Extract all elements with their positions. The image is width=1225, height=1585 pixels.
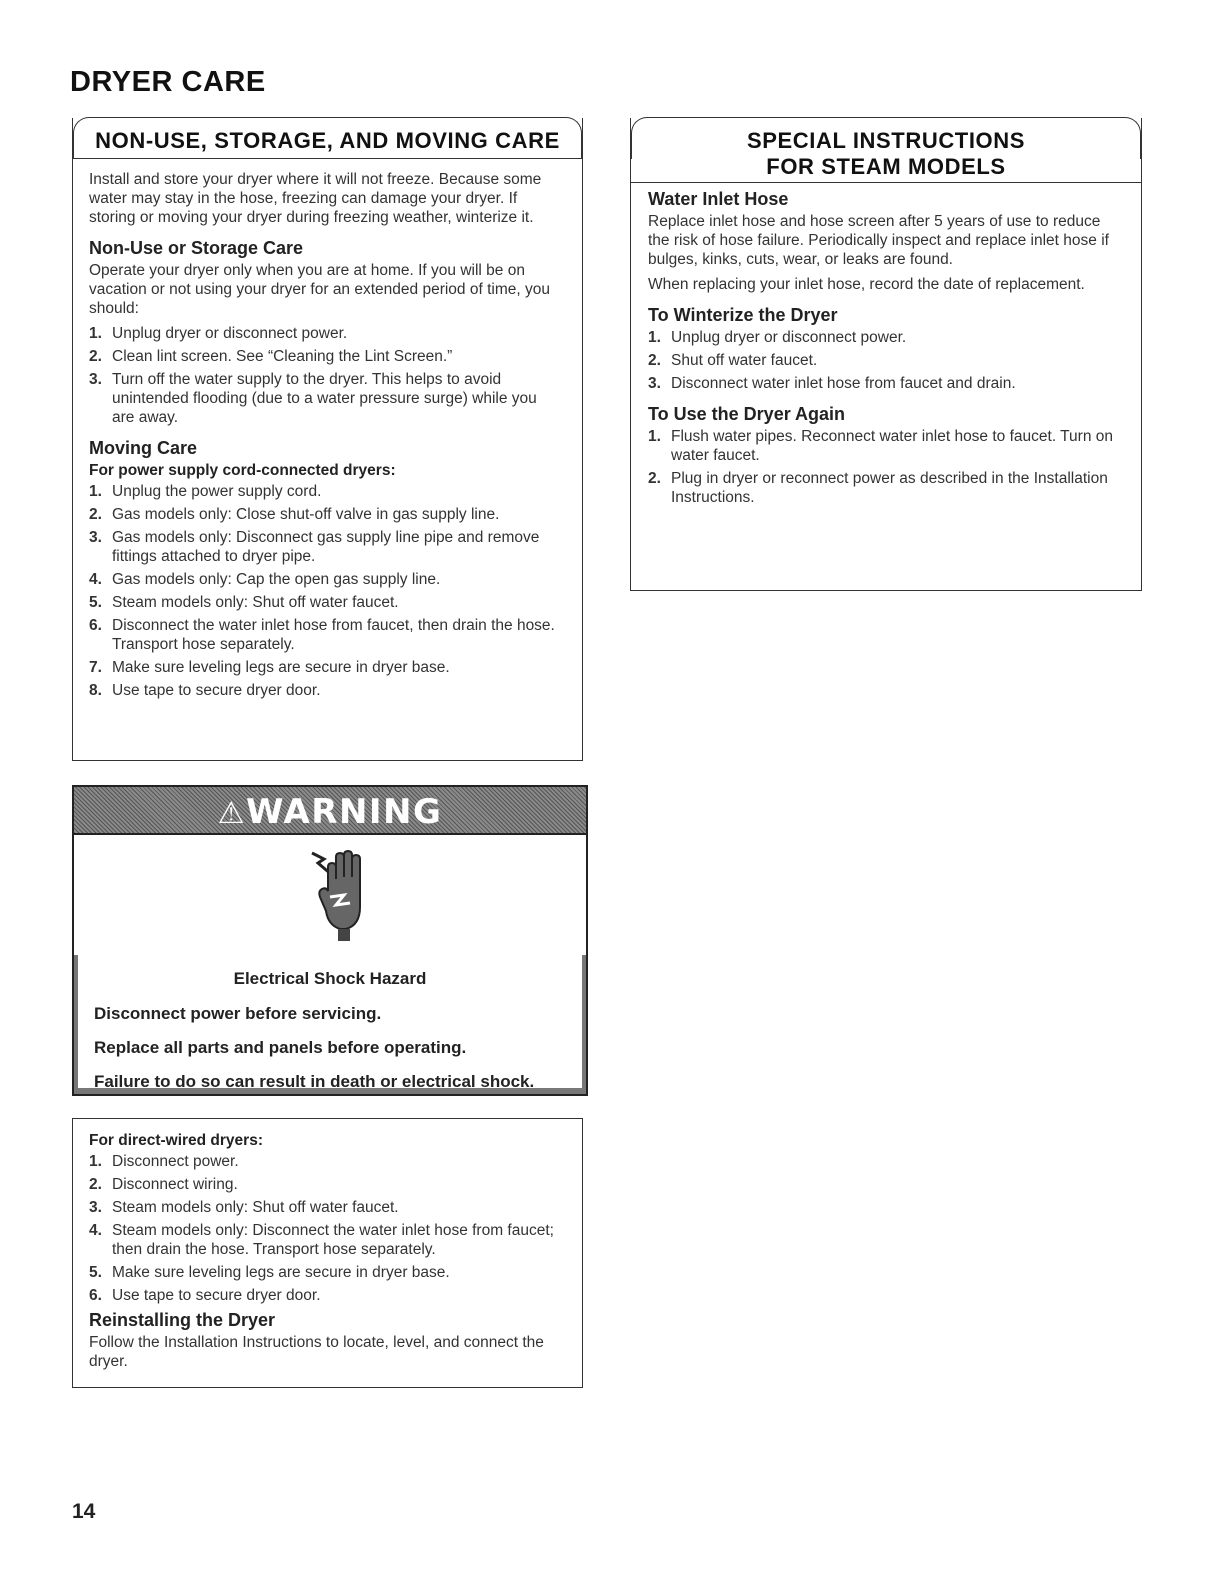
list-item: 4. Gas models only: Cap the open gas supply line. <box>89 571 441 588</box>
storage-steps-list <box>89 324 562 427</box>
steam-models-section <box>630 118 1142 591</box>
list-item: 2. Gas models only: Close shut-off valve in gas supply line. <box>89 506 500 523</box>
list-item: 1. Unplug dryer or disconnect power. <box>648 329 907 346</box>
list-item: 3. Gas models only: Disconnect gas supply line pipe and remove fittings attached to dryer pipe. <box>89 529 540 565</box>
reinstall-heading: Reinstalling the Dryer <box>89 1310 276 1330</box>
list-item: 2. Shut off water faucet. <box>648 352 818 369</box>
warning-line: Replace all parts and panels before operating. <box>94 1038 467 1057</box>
use-again-steps-list <box>648 427 1123 507</box>
non-use-intro: Install and store your dryer where it will not freeze. Because some water may stay in the hose, freezing can damage your dryer. If storing or moving your dryer during freezing weather, winterize it. <box>89 171 542 226</box>
cord-connected-heading: For power supply cord-connected dryers: <box>89 462 396 479</box>
steam-models-title: SPECIAL INSTRUCTIONS FOR STEAM MODELS <box>631 128 1141 183</box>
warning-icon-area <box>74 833 586 957</box>
list-item: 5. Steam models only: Shut off water faucet. <box>89 594 399 611</box>
non-use-care-title: NON-USE, STORAGE, AND MOVING CARE <box>73 128 582 159</box>
electrical-shock-hand-icon <box>306 845 376 945</box>
list-item: 3. Steam models only: Shut off water faucet. <box>89 1199 399 1216</box>
storage-care-heading: Non-Use or Storage Care <box>89 238 304 258</box>
non-use-care-body <box>89 170 562 704</box>
list-item: 1. Unplug dryer or disconnect power. <box>89 325 348 342</box>
winterize-heading: To Winterize the Dryer <box>648 305 838 325</box>
water-inlet-hose-text: Replace inlet hose and hose screen after 5 years of use to reduce the risk of hose failure. Periodically inspect and replace inlet hose if bulges, kinks, cuts, wear, or leaks are found. <box>648 213 1109 268</box>
list-item: 5. Make sure leveling legs are secure in dryer base. <box>89 1264 450 1281</box>
warning-banner <box>74 787 586 833</box>
steam-models-body <box>648 190 1123 511</box>
winterize-steps-list <box>648 328 1123 393</box>
non-use-care-section <box>72 118 583 761</box>
warning-message <box>74 955 586 1094</box>
list-item: 3. Turn off the water supply to the dryer. This helps to avoid unintended flooding (due to a water pressure surge) while you are away. <box>89 371 537 426</box>
list-item: 7. Make sure leveling legs are secure in dryer base. <box>89 659 450 676</box>
warning-triangle-icon: ⚠ <box>217 796 246 831</box>
list-item: 6. Use tape to secure dryer door. <box>89 1287 321 1304</box>
storage-care-intro: Operate your dryer only when you are at home. If you will be on vacation or not using your dryer for an extended period of time, you should: <box>89 262 550 317</box>
list-item: 2. Plug in dryer or reconnect power as described in the Installation Instructions. <box>648 470 1108 506</box>
warning-title: ⚠WARNING <box>217 792 443 832</box>
reinstall-text: Follow the Installation Instructions to locate, level, and connect the dryer. <box>89 1334 544 1370</box>
direct-wired-steps-list <box>89 1152 562 1305</box>
water-inlet-hose-heading: Water Inlet Hose <box>648 189 789 209</box>
list-item: 1. Disconnect power. <box>89 1153 239 1170</box>
list-item: 4. Steam models only: Disconnect the water inlet hose from faucet; then drain the hose. Transport hose separately. <box>89 1222 554 1258</box>
list-item: 2. Disconnect wiring. <box>89 1176 238 1193</box>
use-again-heading: To Use the Dryer Again <box>648 404 846 424</box>
warning-box <box>72 785 588 1096</box>
moving-care-heading: Moving Care <box>89 438 198 458</box>
list-item: 1. Unplug the power supply cord. <box>89 483 322 500</box>
list-item: 3. Disconnect water inlet hose from faucet and drain. <box>648 375 1016 392</box>
cord-steps-list <box>89 482 562 700</box>
list-item: 6. Disconnect the water inlet hose from faucet, then drain the hose. Transport hose separately. <box>89 617 555 653</box>
warning-line: Disconnect power before servicing. <box>94 1004 382 1023</box>
direct-wired-body <box>89 1129 562 1377</box>
warning-line: Failure to do so can result in death or electrical shock. <box>94 1072 535 1091</box>
direct-wired-heading: For direct-wired dryers: <box>89 1132 263 1149</box>
list-item: 8. Use tape to secure dryer door. <box>89 682 321 699</box>
list-item: 1. Flush water pipes. Reconnect water inlet hose to faucet. Turn on water faucet. <box>648 428 1113 464</box>
direct-wired-section <box>72 1118 583 1388</box>
water-inlet-hose-record: When replacing your inlet hose, record the date of replacement. <box>648 276 1085 293</box>
list-item: 2. Clean lint screen. See “Cleaning the Lint Screen.” <box>89 348 453 365</box>
page-title: DRYER CARE <box>70 66 266 98</box>
page-number: 14 <box>72 1500 96 1523</box>
hazard-title: Electrical Shock Hazard <box>233 969 427 988</box>
